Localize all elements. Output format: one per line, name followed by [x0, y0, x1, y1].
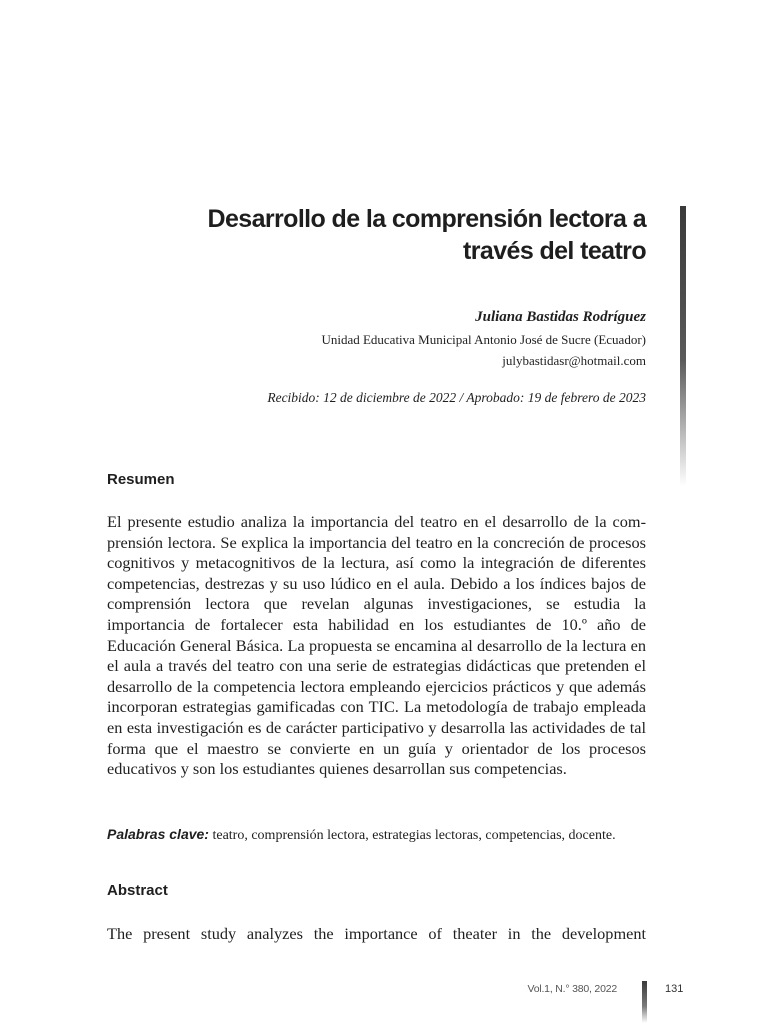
resumen-heading: Resumen	[107, 471, 175, 488]
article-title-line-1: Desarrollo de la comprensión lectora a	[207, 205, 646, 233]
footer-divider-bar	[642, 981, 647, 1023]
page-number: 131	[665, 983, 684, 995]
keywords	[107, 826, 646, 844]
decorative-side-bar	[680, 206, 686, 486]
article-title	[150, 203, 646, 267]
keywords-label: Palabras clave:	[107, 826, 209, 842]
resumen-body: El presente estudio analiza la importancia del teatro en el desarrollo de la comprensión lectora. Se explica la importancia del teatro en la concreción de procesos cognitivos y metacognitivos de la lectura, así como la integración de diferentes competencias, destrezas y su uso lúdico en el aula. Debido a los índices bajos de comprensión lectora que revelan algunas investigaciones, se estudia la importancia de fortalecer esta habilidad en los estudiantes de 10.º año de Educación General Básica. La propuesta se encamina al desarrollo de la lectura en el aula a través del teatro con una serie de estrategias didácticas que pretenden el desarrollo de la competencia lectora empleando ejercicios prácticos y que además incorporan estrategias gamificadas con TIC. La metodología de trabajo empleada en esta investigación es de carácter participativo y desarrolla las actividades de tal forma que el maestro se convierte en un guía y orientador de los procesos educativos y son los estudiantes quienes desarrollan sus competencias.	[107, 512, 646, 779]
article-title-line-2: través del teatro	[463, 237, 646, 265]
author-affiliation: Unidad Educativa Municipal Antonio José de Sucre (Ecuador)	[321, 332, 646, 347]
author-email: julybastidasr@hotmail.com	[502, 353, 646, 368]
footer-volume: Vol.1, N.° 380, 2022	[527, 983, 617, 995]
author-name: Juliana Bastidas Rodríguez	[475, 309, 646, 325]
received-approved-dates: Recibido: 12 de diciembre de 2022 / Aprobado: 19 de febrero de 2023	[267, 390, 646, 405]
keywords-text: teatro, comprensión lectora, estrategias lectoras, competencias, docente.	[212, 828, 616, 843]
abstract-heading: Abstract	[107, 882, 168, 899]
abstract-body: The present study analyzes the importance of theater in the development	[107, 924, 646, 943]
